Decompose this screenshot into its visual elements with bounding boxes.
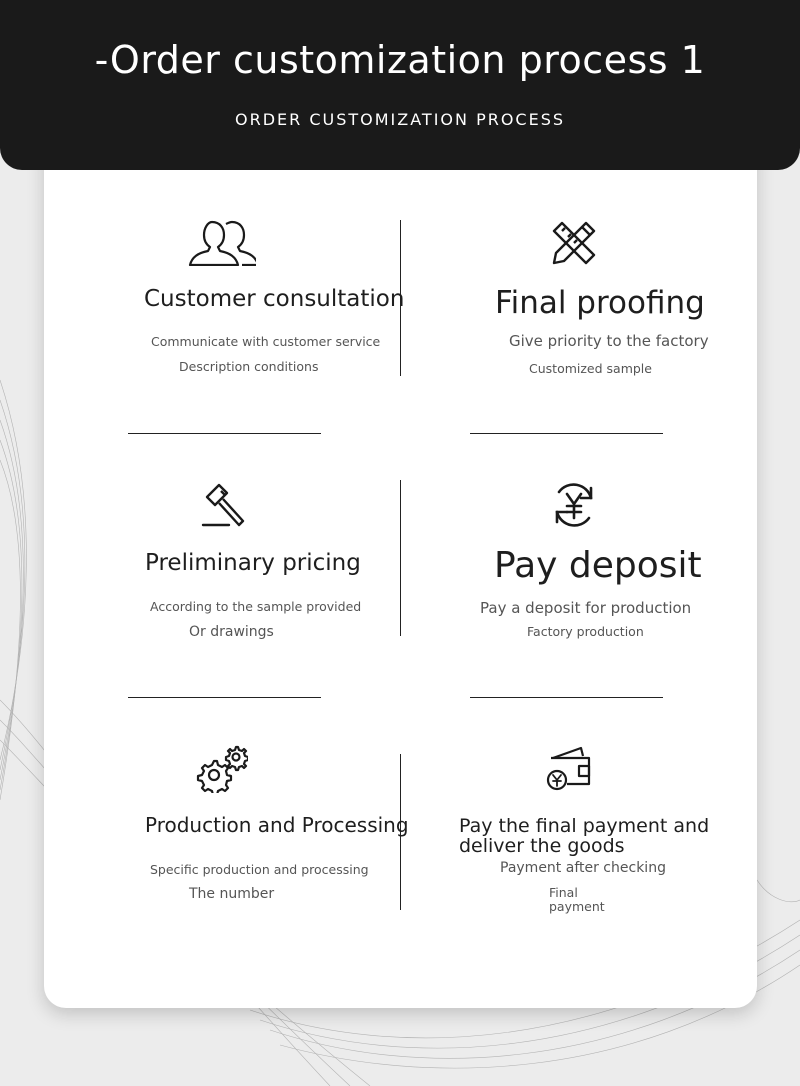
step-desc-line2: Or drawings — [189, 624, 274, 640]
page-header — [0, 0, 800, 170]
step-title: Customer consultation — [144, 286, 405, 312]
step-desc-line1: Specific production and processing — [150, 862, 369, 877]
step-desc-line2: Customized sample — [529, 361, 652, 376]
horizontal-divider-left-1 — [128, 433, 321, 434]
horizontal-divider-left-2 — [128, 697, 321, 698]
step-desc-line2a: Final — [549, 885, 578, 900]
ruler-pencil-icon — [550, 219, 598, 267]
step-title: Preliminary pricing — [145, 550, 361, 576]
gears-icon — [196, 745, 248, 793]
step-desc-line1: Give priority to the factory — [509, 332, 709, 350]
step-title: Production and Processing — [145, 813, 409, 837]
step-desc-line2: Factory production — [527, 624, 644, 639]
page-subtitle: ORDER CUSTOMIZATION PROCESS — [234, 110, 566, 129]
step-title-line1: Pay the final payment and — [459, 815, 710, 837]
wallet-yen-icon — [545, 746, 593, 792]
step-desc-line1: According to the sample provided — [150, 599, 362, 614]
horizontal-divider-right-1 — [470, 433, 663, 434]
vertical-divider-2 — [400, 480, 401, 636]
horizontal-divider-right-2 — [470, 697, 663, 698]
step-title-line2: deliver the goods — [459, 835, 625, 857]
step-desc-line2: Description conditions — [179, 359, 319, 374]
step-desc-line1: Communicate with customer service — [151, 334, 381, 349]
users-icon — [188, 218, 256, 266]
gavel-icon — [199, 483, 249, 529]
step-desc-line1: Payment after checking — [500, 860, 666, 876]
step-desc-line2b: payment — [549, 899, 605, 914]
yen-exchange-icon — [551, 482, 597, 528]
step-title: Pay deposit — [494, 545, 702, 586]
page-title: -Order customization process 1 — [94, 38, 706, 82]
step-desc-line2: The number — [189, 886, 275, 902]
step-desc-line1: Pay a deposit for production — [480, 599, 692, 617]
step-title: Final proofing — [495, 285, 705, 321]
